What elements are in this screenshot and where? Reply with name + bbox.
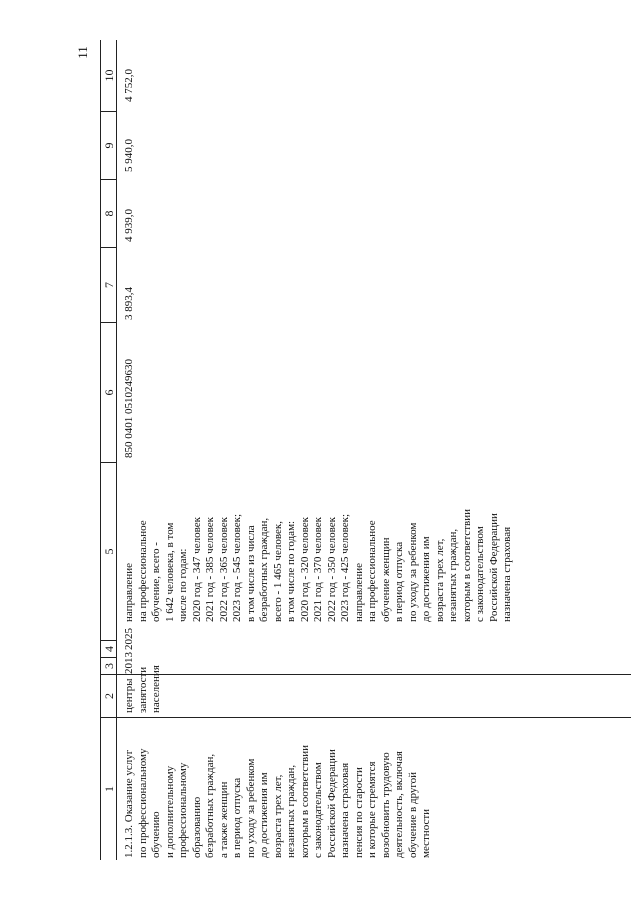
cell-amount-2020: 3 893,4 <box>123 287 135 320</box>
text-line: Российской Федерации <box>487 513 500 622</box>
text-line: на профессиональное <box>136 520 149 622</box>
text-line: образованию <box>190 796 203 858</box>
text-line: направление <box>352 563 365 622</box>
page-number: 11 <box>74 46 90 59</box>
text-line: числе по годам: <box>177 548 189 622</box>
program-table <box>100 40 631 860</box>
text-line: обучению <box>150 811 162 858</box>
header-col-9: 9 <box>101 111 117 179</box>
text-line: возраста трех лет, <box>271 774 284 858</box>
header-col-1: 1 <box>101 717 117 860</box>
text-line: до достижения им <box>420 536 432 622</box>
cell-amount-2022: 5 940,0 <box>123 139 135 172</box>
text-line: которым в соответствии <box>460 508 473 622</box>
text-line: по профессиональному <box>136 748 149 858</box>
cell-budget-code: 850 0401 0510249630 <box>123 359 135 458</box>
cell-end-year: 2025 <box>123 628 135 650</box>
text-line: а также женщин <box>217 781 230 858</box>
text-line: 2022 год - 365 человек <box>217 517 230 622</box>
text-line: возраста трех лет, <box>433 538 446 622</box>
text-line: 2020 год - 320 человек <box>298 517 311 622</box>
text-line: с законодательством <box>312 762 324 858</box>
cell-executor <box>123 665 164 713</box>
text-line: 2020 год - 347 человек <box>190 517 203 622</box>
header-col-8: 8 <box>101 179 117 247</box>
text-line: 2021 год - 370 человек <box>312 517 324 622</box>
text-line: в том числе по годам: <box>285 520 297 622</box>
text-line: в период отпуска <box>393 541 405 622</box>
text-line: обучение женщин <box>379 537 392 622</box>
header-col-2: 2 <box>101 674 117 717</box>
text-line: в период отпуска <box>231 777 243 858</box>
text-line: на профессиональное <box>366 520 378 622</box>
text-line: до достижения им <box>258 772 270 858</box>
text-line: безработных граждан, <box>258 517 270 622</box>
text-line: 2022 год - 350 человек <box>325 517 338 622</box>
header-col-5: 5 <box>101 462 117 640</box>
header-col-10: 10 <box>101 40 117 111</box>
cell-amount-2021: 4 939,0 <box>123 209 135 242</box>
text-line: с законодательством <box>474 526 486 622</box>
col-2-body <box>117 665 631 717</box>
text-line: и дополнительному <box>163 765 176 858</box>
text-line: направление <box>123 563 135 622</box>
text-line: по уходу за ребенком <box>244 758 257 858</box>
text-line: 1 642 человека, в том <box>163 522 176 622</box>
text-line: всего - 1 465 человек, <box>271 521 284 622</box>
text-line: 1.2.1.3. Оказание услуг <box>123 749 135 858</box>
text-line: деятельность, включая <box>393 751 405 858</box>
header-col-3: 3 <box>101 657 117 674</box>
text-line: центры <box>123 678 135 713</box>
text-line: которым в соответствии <box>298 744 311 858</box>
header-col-4: 4 <box>101 640 117 657</box>
text-line: Российской Федерации <box>325 749 338 858</box>
cell-expected-result <box>123 462 515 622</box>
cell-start-year: 2013 <box>123 652 135 674</box>
text-line: назначена страховая <box>339 762 351 858</box>
text-line: обучение в другой <box>406 771 419 858</box>
text-line: 2023 год - 545 человек; <box>231 514 243 622</box>
text-line: в том числе из числа <box>244 525 257 622</box>
text-line: занятости <box>136 666 149 713</box>
text-line: обучение, всего - <box>150 542 162 622</box>
text-line: безработных граждан, <box>204 753 216 858</box>
text-line: населения <box>150 665 162 713</box>
rotated-table-frame <box>100 40 630 860</box>
cell-activity-name <box>123 720 434 858</box>
text-line: 2021 год - 385 человек <box>204 517 216 622</box>
text-line: местности <box>420 808 432 858</box>
text-line: незанятых граждан, <box>447 528 459 622</box>
text-line: незанятых граждан, <box>285 764 297 858</box>
text-line: профессиональному <box>177 762 189 858</box>
header-col-6: 6 <box>101 322 117 462</box>
text-line: пенсия по старости <box>352 767 365 858</box>
header-col-7: 7 <box>101 247 117 322</box>
text-line: по уходу за ребенком <box>406 522 419 622</box>
text-line: назначена страховая <box>501 526 513 622</box>
cell-amount-2023: 4 752,0 <box>123 69 135 102</box>
text-line: и которые стремятся <box>366 761 378 858</box>
text-line: 2023 год - 425 человек; <box>339 514 351 622</box>
text-line: возобновить трудовую <box>379 752 392 858</box>
